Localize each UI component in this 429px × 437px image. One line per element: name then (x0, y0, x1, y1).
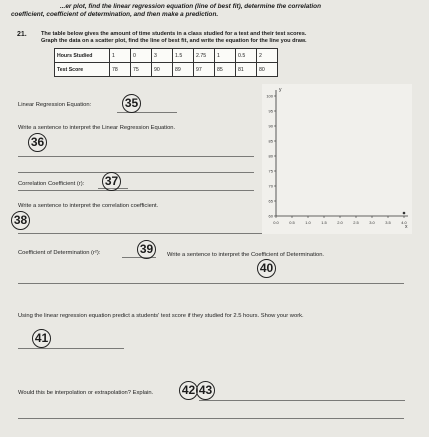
y-tick-label: 100 (266, 93, 273, 99)
linear-regression-answer-line[interactable] (117, 112, 177, 113)
header-line-2: coefficient, coefficient of determination, and then make a prediction. (11, 11, 219, 18)
table-cell: 1 (110, 49, 131, 63)
interpolation-label: Would this be interpolation or extrapolation? Explain. (18, 390, 154, 396)
circled-number-39: 39 (137, 240, 156, 259)
x-tick-label: 3.5 (385, 220, 391, 225)
header-line-1: ...er plot, find the linear regression equation (line of best fit), determine the correlation (60, 3, 321, 10)
circled-number-36: 36 (28, 133, 47, 152)
table-cell: 2.75 (194, 49, 215, 63)
correlation-label: Correlation Coefficient (r): (18, 181, 85, 187)
circled-number-37: 37 (102, 172, 121, 191)
linear-regression-label: Linear Regression Equation: (18, 102, 92, 108)
circled-number-38: 38 (11, 211, 30, 230)
question-number: 21. (17, 31, 27, 38)
circled-number-43: 43 (196, 381, 215, 400)
table-cell: 3 (152, 49, 173, 63)
circled-number-35: 35 (122, 94, 141, 113)
x-axis-label: x (405, 224, 408, 230)
interpret-correlation-label: Write a sentence to interpret the correlation coefficient. (18, 203, 159, 209)
question-text-line-1: The table below gives the amount of time students in a class studied for a test and their test scores. (41, 31, 307, 37)
question-text-line-2: Graph the data on a scatter plot, find the line of best fit, and write the equation for the line you draw. (41, 38, 307, 44)
table-cell: 0.5 (236, 49, 257, 63)
table-cell: 85 (215, 63, 236, 77)
answer-line[interactable] (18, 190, 254, 191)
x-tick-label: 3.0 (369, 220, 375, 225)
x-tick-label: 1.0 (305, 220, 311, 225)
answer-line[interactable] (199, 400, 405, 401)
answer-line[interactable] (18, 418, 404, 419)
x-tick-label: 2.5 (353, 220, 359, 225)
y-tick-label: 80 (268, 153, 273, 159)
table-row (55, 63, 278, 77)
y-axis-label: y (279, 87, 282, 93)
x-tick-label: 2.0 (337, 220, 343, 225)
answer-line[interactable] (18, 172, 254, 173)
prediction-answer-line[interactable] (18, 348, 124, 349)
plot-background (262, 84, 412, 234)
table-cell: 1.5 (173, 49, 194, 63)
x-tick-label: 1.5 (321, 220, 327, 225)
table-cell: 75 (131, 63, 152, 77)
y-tick-label: 70 (268, 183, 273, 189)
y-tick-label: 90 (268, 123, 273, 129)
y-tick-label: 95 (268, 108, 273, 114)
x-tick-label: 0.0 (273, 220, 279, 225)
answer-line[interactable] (18, 283, 404, 284)
table-cell: 78 (110, 63, 131, 77)
table-cell: 97 (194, 63, 215, 77)
table-cell: 89 (173, 63, 194, 77)
y-tick-label: 65 (268, 198, 273, 204)
table-header-hours: Hours Studied (55, 49, 110, 63)
table-cell: 2 (257, 49, 278, 63)
table-header-score: Test Score (55, 63, 110, 77)
table-cell: 0 (131, 49, 152, 63)
circled-number-41: 41 (32, 329, 51, 348)
data-table (54, 48, 278, 77)
table-cell: 81 (236, 63, 257, 77)
y-tick-label: 85 (268, 138, 273, 144)
table-cell: 80 (257, 63, 278, 77)
circled-number-42: 42 (179, 381, 198, 400)
answer-line[interactable] (18, 156, 254, 157)
determination-label: Coefficient of Determination (r²): (18, 250, 101, 256)
y-tick-label: 60 (268, 213, 273, 219)
table-cell: 1 (215, 49, 236, 63)
circled-number-40: 40 (257, 259, 276, 278)
interpret-linear-label: Write a sentence to interpret the Linear Regression Equation. (18, 125, 176, 131)
x-tick-label: 4.0 (401, 220, 407, 225)
table-row (55, 49, 278, 63)
y-tick-label: 75 (268, 168, 273, 174)
scatter-point (403, 212, 406, 215)
scatter-plot[interactable] (262, 84, 412, 234)
interpret-determination-label: Write a sentence to interpret the Coefficient of Determination. (167, 252, 325, 258)
table-cell: 90 (152, 63, 173, 77)
prediction-label: Using the linear regression equation predict a students' test score if they studied for 2.5 hours. Show your work. (18, 313, 304, 319)
x-tick-label: 0.5 (289, 220, 295, 225)
